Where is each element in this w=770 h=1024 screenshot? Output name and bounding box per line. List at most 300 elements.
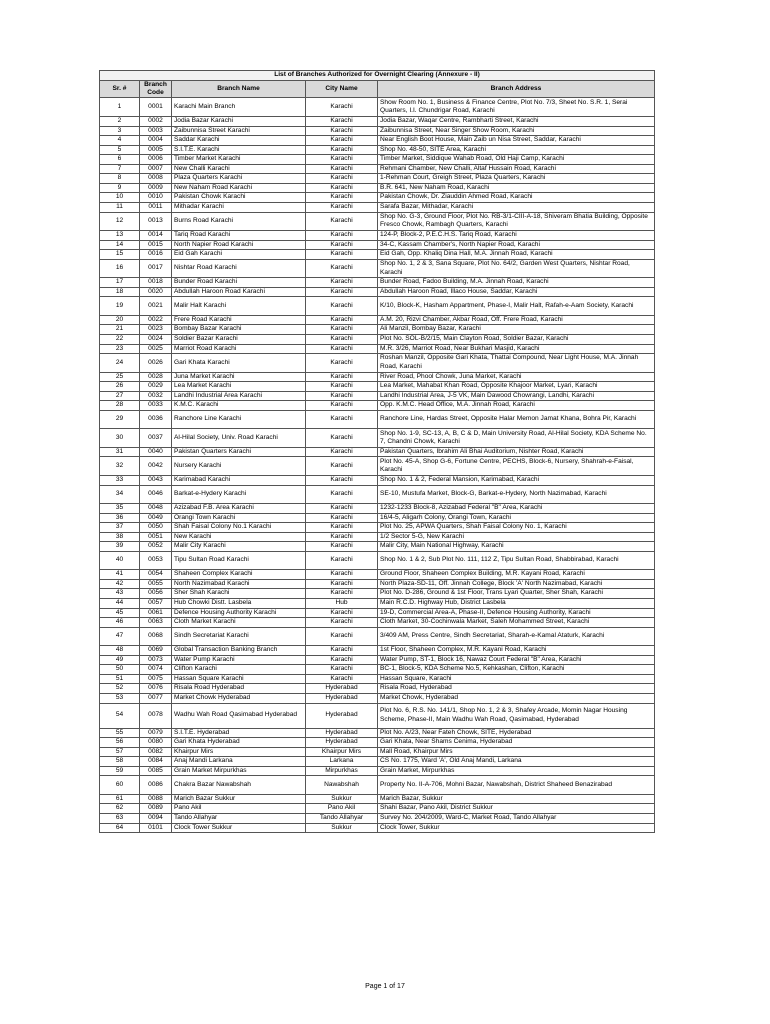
cell-branch-code: 0076	[140, 684, 172, 694]
cell-branch-name: Grain Market Mirpurkhas	[172, 766, 306, 776]
cell-sr: 43	[100, 589, 140, 599]
cell-branch-name: New Karachi	[172, 532, 306, 542]
cell-branch-name: Ranchore Line Karachi	[172, 410, 306, 429]
cell-sr: 49	[100, 655, 140, 665]
cell-branch-address: 1232-1233 Block-8, Azizabad Federal "B" Area, Karachi	[378, 504, 655, 514]
cell-branch-address: Shahi Bazar, Pano Akil, District Sukkur	[378, 804, 655, 814]
table-row	[100, 646, 655, 656]
cell-branch-name: Lea Market Karachi	[172, 382, 306, 392]
cell-sr: 55	[100, 728, 140, 738]
cell-branch-address: Risala Road, Hyderabad	[378, 684, 655, 694]
cell-branch-name: Tipu Sultan Road Karachi	[172, 551, 306, 570]
table-row	[100, 447, 655, 457]
cell-branch-address: Main R.C.D. Highway Hub, District Lasbela	[378, 599, 655, 609]
table-row	[100, 259, 655, 278]
table-row	[100, 589, 655, 599]
cell-branch-name: Marich Bazar Sukkur	[172, 794, 306, 804]
cell-branch-address: 34-C, Kassam Chamber's, North Napier Road, Karachi	[378, 240, 655, 250]
cell-city-name: Karachi	[306, 382, 378, 392]
cell-branch-name: Karimabad Karachi	[172, 475, 306, 485]
table-row	[100, 542, 655, 552]
cell-branch-address: Shop No. 1-9, SC-13, A, B, C & D, Main University Road, Al-Hilal Society, KDA Scheme No. 7, Chandni Chowk, Karachi	[378, 429, 655, 448]
cell-branch-code: 0020	[140, 287, 172, 297]
table-row	[100, 391, 655, 401]
cell-sr: 40	[100, 551, 140, 570]
table-row	[100, 599, 655, 609]
cell-city-name: Karachi	[306, 391, 378, 401]
table-row	[100, 250, 655, 260]
cell-branch-address: Mall Road, Khairpur Mirs	[378, 747, 655, 757]
table-row	[100, 382, 655, 392]
cell-city-name: Karachi	[306, 589, 378, 599]
cell-branch-name: Al-Hilal Society, Univ. Road Karachi	[172, 429, 306, 448]
cell-branch-name: Sher Shah Karachi	[172, 589, 306, 599]
cell-branch-address: Near English Boot House, Main Zaib un Nisa Street, Saddar, Karachi	[378, 136, 655, 146]
cell-branch-address: Pakistan Quarters, Ibrahim Ali Bhai Auditorium, Nishter Road, Karachi	[378, 447, 655, 457]
table-row	[100, 776, 655, 795]
cell-branch-address: 1/2 Sector 5-G, New Karachi	[378, 532, 655, 542]
cell-sr: 6	[100, 155, 140, 165]
cell-branch-name: Bombay Bazar Karachi	[172, 325, 306, 335]
table-row	[100, 504, 655, 514]
cell-branch-address: Shop No. 1, 2 & 3, Sana Square, Plot No. 64/2, Garden West Quarters, Nishtar Road, Karachi	[378, 259, 655, 278]
cell-city-name: Khairpur Mirs	[306, 747, 378, 757]
cell-sr: 20	[100, 315, 140, 325]
table-row	[100, 655, 655, 665]
cell-city-name: Karachi	[306, 551, 378, 570]
cell-branch-name: Pakistan Quarters Karachi	[172, 447, 306, 457]
cell-branch-code: 0021	[140, 297, 172, 316]
cell-branch-address: 3/409 AM, Press Centre, Sindh Secretariat, Sharah-e-Kamal Ataturk, Karachi	[378, 627, 655, 646]
cell-branch-code: 0005	[140, 145, 172, 155]
cell-branch-address: Malir City, Main National Highway, Karachi	[378, 542, 655, 552]
table-row	[100, 728, 655, 738]
cell-branch-name: Zaibunnisa Street Karachi	[172, 126, 306, 136]
branches-table	[99, 70, 655, 833]
cell-sr: 16	[100, 259, 140, 278]
cell-sr: 31	[100, 447, 140, 457]
cell-city-name: Karachi	[306, 116, 378, 126]
cell-branch-name: Saddar Karachi	[172, 136, 306, 146]
cell-sr: 9	[100, 183, 140, 193]
cell-sr: 59	[100, 766, 140, 776]
cell-branch-name: North Nazimabad Karachi	[172, 579, 306, 589]
cell-branch-address: 1-Rehman Court, Greigh Street, Plaza Quarters, Karachi	[378, 174, 655, 184]
cell-sr: 35	[100, 504, 140, 514]
table-row	[100, 608, 655, 618]
cell-branch-code: 0001	[140, 98, 172, 117]
cell-branch-code: 0023	[140, 325, 172, 335]
table-row	[100, 325, 655, 335]
cell-branch-name: Timber Market Karachi	[172, 155, 306, 165]
cell-branch-name: Tando Allahyar	[172, 814, 306, 824]
cell-branch-name: Hub Chowki Distt. Lasbela	[172, 599, 306, 609]
cell-branch-name: Burns Road Karachi	[172, 212, 306, 231]
cell-branch-name: Gari Khata Karachi	[172, 354, 306, 373]
cell-city-name: Tando Allahyar	[306, 814, 378, 824]
cell-branch-name: Mithadar Karachi	[172, 203, 306, 213]
cell-city-name: Karachi	[306, 665, 378, 675]
cell-sr: 8	[100, 174, 140, 184]
cell-sr: 46	[100, 618, 140, 628]
cell-city-name: Karachi	[306, 655, 378, 665]
table-row	[100, 344, 655, 354]
cell-branch-code: 0052	[140, 542, 172, 552]
cell-branch-address: Gari Khata, Near Shams Cenima, Hyderabad	[378, 738, 655, 748]
table-row	[100, 372, 655, 382]
table-row	[100, 618, 655, 628]
document-title: List of Branches Authorized for Overnight Clearing (Annexure - II)	[100, 71, 655, 81]
cell-branch-address: Rehmani Chamber, New Challi, Altaf Hussain Road, Karachi	[378, 164, 655, 174]
cell-branch-code: 0014	[140, 231, 172, 241]
cell-branch-code: 0089	[140, 804, 172, 814]
cell-sr: 63	[100, 814, 140, 824]
cell-branch-address: Ranchore Line, Hardas Street, Opposite Halar Memon Jamat Khana, Bohra Pir, Karachi	[378, 410, 655, 429]
cell-city-name: Sukkur	[306, 794, 378, 804]
cell-branch-code: 0094	[140, 814, 172, 824]
cell-branch-name: Karachi Main Branch	[172, 98, 306, 117]
cell-branch-address: Eid Gah, Opp. Khaliq Dina Hall, M.A. Jinnah Road, Karachi	[378, 250, 655, 260]
cell-branch-name: K.M.C. Karachi	[172, 401, 306, 411]
table-row	[100, 278, 655, 288]
cell-branch-code: 0051	[140, 532, 172, 542]
cell-branch-address: 19-D, Commercial Area-A, Phase-II, Defence Housing Authority, Karachi	[378, 608, 655, 618]
cell-sr: 30	[100, 429, 140, 448]
cell-city-name: Karachi	[306, 674, 378, 684]
cell-branch-address: B.R. 641, New Naham Road, Karachi	[378, 183, 655, 193]
cell-sr: 60	[100, 776, 140, 795]
cell-city-name: Mirpurkhas	[306, 766, 378, 776]
cell-branch-name: Clock Tower Sukkur	[172, 823, 306, 833]
cell-city-name: Karachi	[306, 475, 378, 485]
cell-branch-code: 0053	[140, 551, 172, 570]
cell-city-name: Karachi	[306, 98, 378, 117]
cell-sr: 21	[100, 325, 140, 335]
table-row	[100, 335, 655, 345]
cell-city-name: Hyderabad	[306, 738, 378, 748]
cell-branch-code: 0028	[140, 372, 172, 382]
cell-branch-address: Shop No. G-3, Ground Floor, Plot No. RB-3/1-CIII-A-18, Shiveram Bhatia Building, Opposite Fresco Chowk, Rambagh Quarters, Karachi	[378, 212, 655, 231]
cell-city-name: Karachi	[306, 457, 378, 476]
cell-branch-name: North Napier Road Karachi	[172, 240, 306, 250]
cell-branch-code: 0003	[140, 126, 172, 136]
column-header-sr: Sr. #	[100, 81, 140, 98]
cell-sr: 1	[100, 98, 140, 117]
cell-city-name: Karachi	[306, 278, 378, 288]
cell-branch-address: Pakistan Chowk, Dr. Ziauddin Ahmed Road, Karachi	[378, 193, 655, 203]
cell-branch-code: 0013	[140, 212, 172, 231]
cell-city-name: Larkana	[306, 757, 378, 767]
cell-city-name: Karachi	[306, 627, 378, 646]
table-row	[100, 174, 655, 184]
cell-branch-code: 0007	[140, 164, 172, 174]
cell-city-name: Karachi	[306, 183, 378, 193]
cell-sr: 45	[100, 608, 140, 618]
cell-city-name: Pano Akil	[306, 804, 378, 814]
cell-branch-address: Cloth Market, 30-Cochinwala Market, Saleh Mohammed Street, Karachi	[378, 618, 655, 628]
cell-city-name: Karachi	[306, 212, 378, 231]
cell-sr: 37	[100, 523, 140, 533]
cell-branch-address: Roshan Manzil, Opposite Gari Khata, Thattai Compound, Near Light House, M.A. Jinnah Road, Karachi	[378, 354, 655, 373]
cell-sr: 11	[100, 203, 140, 213]
cell-branch-code: 0026	[140, 354, 172, 373]
cell-sr: 4	[100, 136, 140, 146]
cell-sr: 52	[100, 684, 140, 694]
cell-city-name: Karachi	[306, 447, 378, 457]
cell-branch-code: 0068	[140, 627, 172, 646]
cell-branch-address: Abdullah Haroon Road, Illaco House, Saddar, Karachi	[378, 287, 655, 297]
cell-branch-address: Shop No. 1 & 2, Sub Plot No. 111, 112 Z, Tipu Sultan Road, Shabbirabad, Karachi	[378, 551, 655, 570]
cell-branch-code: 0040	[140, 447, 172, 457]
cell-sr: 7	[100, 164, 140, 174]
cell-city-name: Karachi	[306, 485, 378, 504]
cell-branch-address: Opp. K.M.C. Head Office, M.A. Jinnah Road, Karachi	[378, 401, 655, 411]
table-row	[100, 212, 655, 231]
cell-branch-name: Orangi Town Karachi	[172, 513, 306, 523]
cell-sr: 61	[100, 794, 140, 804]
cell-branch-code: 0055	[140, 579, 172, 589]
cell-branch-name: Soldier Bazar Karachi	[172, 335, 306, 345]
cell-branch-code: 0056	[140, 589, 172, 599]
cell-sr: 51	[100, 674, 140, 684]
cell-branch-address: Landhi Industrial Area, J-5 VK, Main Dawood Chowrangi, Landhi, Karachi	[378, 391, 655, 401]
cell-branch-name: Eid Gah Karachi	[172, 250, 306, 260]
cell-sr: 18	[100, 287, 140, 297]
table-row	[100, 457, 655, 476]
cell-branch-address: 124-P, Block-2, P.E.C.H.S. Tariq Road, Karachi	[378, 231, 655, 241]
cell-branch-name: Risala Road Hyderabad	[172, 684, 306, 694]
cell-branch-name: Juna Market Karachi	[172, 372, 306, 382]
cell-city-name: Karachi	[306, 532, 378, 542]
cell-branch-address: Shop No. 48-50, SITE Area, Karachi	[378, 145, 655, 155]
cell-city-name: Hyderabad	[306, 694, 378, 704]
cell-branch-code: 0036	[140, 410, 172, 429]
cell-city-name: Karachi	[306, 231, 378, 241]
cell-branch-code: 0032	[140, 391, 172, 401]
cell-branch-code: 0050	[140, 523, 172, 533]
cell-branch-name: Pano Akil	[172, 804, 306, 814]
table-row	[100, 136, 655, 146]
cell-branch-name: Gari Khata Hyderabad	[172, 738, 306, 748]
cell-branch-name: Market Chowk Hyderabad	[172, 694, 306, 704]
cell-city-name: Karachi	[306, 579, 378, 589]
column-header-branch-name: Branch Name	[172, 81, 306, 98]
table-row	[100, 401, 655, 411]
table-row	[100, 513, 655, 523]
table-row	[100, 145, 655, 155]
cell-sr: 58	[100, 757, 140, 767]
cell-branch-name: Shaheen Complex Karachi	[172, 570, 306, 580]
cell-branch-code: 0080	[140, 738, 172, 748]
table-row	[100, 155, 655, 165]
cell-branch-code: 0077	[140, 694, 172, 704]
cell-branch-code: 0069	[140, 646, 172, 656]
cell-branch-code: 0029	[140, 382, 172, 392]
cell-city-name: Karachi	[306, 344, 378, 354]
cell-branch-code: 0017	[140, 259, 172, 278]
table-row	[100, 794, 655, 804]
cell-branch-code: 0074	[140, 665, 172, 675]
cell-sr: 57	[100, 747, 140, 757]
cell-sr: 48	[100, 646, 140, 656]
cell-city-name: Hyderabad	[306, 703, 378, 728]
cell-branch-address: Plot No. 25, APWA Quarters, Shah Faisal Colony No. 1, Karachi	[378, 523, 655, 533]
cell-branch-address: Shop No. 1 & 2, Federal Mansion, Karimabad, Karachi	[378, 475, 655, 485]
cell-branch-code: 0018	[140, 278, 172, 288]
table-row	[100, 485, 655, 504]
cell-sr: 12	[100, 212, 140, 231]
cell-branch-code: 0042	[140, 457, 172, 476]
cell-branch-address: Property No. II-A-706, Mohni Bazar, Nawabshah, District Shaheed Benazirabad	[378, 776, 655, 795]
cell-branch-name: Khairpur Mirs	[172, 747, 306, 757]
table-row	[100, 804, 655, 814]
cell-sr: 38	[100, 532, 140, 542]
cell-branch-name: Landhi Industrial Area Karachi	[172, 391, 306, 401]
cell-branch-address: Zaibunnisa Street, Near Singer Show Room, Karachi	[378, 126, 655, 136]
cell-city-name: Karachi	[306, 240, 378, 250]
cell-city-name: Karachi	[306, 570, 378, 580]
cell-branch-address: CS No. 1775, Ward 'A', Old Anaj Mandi, Larkana	[378, 757, 655, 767]
cell-branch-code: 0011	[140, 203, 172, 213]
cell-branch-name: New Naham Road Karachi	[172, 183, 306, 193]
cell-branch-name: Barkat-e-Hydery Karachi	[172, 485, 306, 504]
cell-branch-name: Clifton Karachi	[172, 665, 306, 675]
cell-city-name: Karachi	[306, 429, 378, 448]
cell-city-name: Karachi	[306, 174, 378, 184]
cell-city-name: Hyderabad	[306, 728, 378, 738]
table-row	[100, 315, 655, 325]
cell-sr: 50	[100, 665, 140, 675]
table-row	[100, 823, 655, 833]
cell-sr: 13	[100, 231, 140, 241]
cell-branch-name: Anaj Mandi Larkana	[172, 757, 306, 767]
cell-branch-code: 0025	[140, 344, 172, 354]
cell-sr: 26	[100, 382, 140, 392]
cell-city-name: Sukkur	[306, 823, 378, 833]
cell-branch-code: 0022	[140, 315, 172, 325]
cell-sr: 36	[100, 513, 140, 523]
cell-branch-code: 0043	[140, 475, 172, 485]
cell-branch-address: Jodia Bazar, Waqar Centre, Rambharti Street, Karachi	[378, 116, 655, 126]
cell-sr: 53	[100, 694, 140, 704]
table-row	[100, 665, 655, 675]
cell-branch-address: Grain Market, Mirpurkhas	[378, 766, 655, 776]
cell-branch-name: Wadhu Wah Road Qasimabad Hyderabad	[172, 703, 306, 728]
table-row	[100, 287, 655, 297]
column-header-branch-address: Branch Address	[378, 81, 655, 98]
cell-branch-name: Defence Housing Authority Karachi	[172, 608, 306, 618]
table-row	[100, 116, 655, 126]
cell-sr: 24	[100, 354, 140, 373]
cell-branch-code: 0015	[140, 240, 172, 250]
cell-branch-code: 0049	[140, 513, 172, 523]
table-row	[100, 410, 655, 429]
cell-branch-address: K/10, Block-K, Hasham Appartment, Phase-I, Malir Halt, Rafah-e-Aam Society, Karachi	[378, 297, 655, 316]
cell-branch-address: Plot No. A/23, Near Fateh Chowk, SITE, Hyderabad	[378, 728, 655, 738]
cell-branch-code: 0046	[140, 485, 172, 504]
cell-city-name: Karachi	[306, 608, 378, 618]
cell-sr: 5	[100, 145, 140, 155]
cell-branch-code: 0082	[140, 747, 172, 757]
cell-sr: 32	[100, 457, 140, 476]
cell-branch-name: Shah Faisal Colony No.1 Karachi	[172, 523, 306, 533]
cell-branch-name: New Challi Karachi	[172, 164, 306, 174]
cell-branch-code: 0037	[140, 429, 172, 448]
cell-sr: 62	[100, 804, 140, 814]
table-row	[100, 703, 655, 728]
cell-branch-address: A.M. 20, Rizvi Chamber, Akbar Road, Off. Frere Road, Karachi	[378, 315, 655, 325]
cell-branch-code: 0016	[140, 250, 172, 260]
cell-branch-address: Plot No. D-286, Ground & 1st Floor, Trans Lyari Quarter, Sher Shah, Karachi	[378, 589, 655, 599]
cell-sr: 28	[100, 401, 140, 411]
table-row	[100, 240, 655, 250]
cell-branch-address: 1st Floor, Shaheen Complex, M.R. Kayani Road, Karachi	[378, 646, 655, 656]
cell-branch-name: Azizabad F.B. Area Karachi	[172, 504, 306, 514]
cell-city-name: Karachi	[306, 155, 378, 165]
cell-city-name: Karachi	[306, 504, 378, 514]
table-row	[100, 164, 655, 174]
cell-branch-code: 0002	[140, 116, 172, 126]
cell-branch-name: Tariq Road Karachi	[172, 231, 306, 241]
table-row	[100, 98, 655, 117]
table-row	[100, 532, 655, 542]
table-row	[100, 297, 655, 316]
cell-city-name: Karachi	[306, 335, 378, 345]
cell-sr: 2	[100, 116, 140, 126]
table-row	[100, 757, 655, 767]
table-row	[100, 684, 655, 694]
cell-sr: 22	[100, 335, 140, 345]
cell-sr: 33	[100, 475, 140, 485]
cell-branch-address: M.R. 3/26, Marriot Road, Near Bukhari Masjid, Karachi	[378, 344, 655, 354]
cell-city-name: Karachi	[306, 542, 378, 552]
cell-branch-name: Malir Halt Karachi	[172, 297, 306, 316]
table-row	[100, 126, 655, 136]
cell-branch-name: Cloth Market Karachi	[172, 618, 306, 628]
cell-city-name: Karachi	[306, 401, 378, 411]
column-header-city-name: City Name	[306, 81, 378, 98]
cell-city-name: Karachi	[306, 203, 378, 213]
cell-branch-code: 0086	[140, 776, 172, 795]
cell-branch-address: North Plaza-SD-11, Off. Jinnah College, Block 'A' North Nazimabad, Karachi	[378, 579, 655, 589]
cell-branch-name: Jodia Bazar Karachi	[172, 116, 306, 126]
cell-branch-code: 0024	[140, 335, 172, 345]
cell-sr: 29	[100, 410, 140, 429]
page-number: Page 1 of 17	[365, 983, 405, 990]
cell-city-name: Karachi	[306, 136, 378, 146]
cell-branch-name: Malir City Karachi	[172, 542, 306, 552]
table-row	[100, 523, 655, 533]
table-row	[100, 354, 655, 373]
cell-sr: 14	[100, 240, 140, 250]
cell-branch-name: S.I.T.E. Hyderabad	[172, 728, 306, 738]
cell-branch-address: Ground Floor, Shaheen Complex Building, M.R. Kayani Road, Karachi	[378, 570, 655, 580]
cell-sr: 34	[100, 485, 140, 504]
cell-sr: 41	[100, 570, 140, 580]
table-row	[100, 747, 655, 757]
cell-branch-address: Marich Bazar, Sukkur	[378, 794, 655, 804]
table-row	[100, 766, 655, 776]
cell-branch-code: 0073	[140, 655, 172, 665]
cell-branch-address: Lea Market, Mahabat Khan Road, Opposite Khajoor Market, Lyari, Karachi	[378, 382, 655, 392]
cell-branch-name: Chakra Bazar Nawabshah	[172, 776, 306, 795]
cell-city-name: Karachi	[306, 513, 378, 523]
cell-city-name: Karachi	[306, 145, 378, 155]
table-row	[100, 579, 655, 589]
cell-sr: 23	[100, 344, 140, 354]
cell-branch-address: Plot No. 45-A, Shop G-6, Fortune Centre, PECHS, Block-6, Nursery, Shahrah-e-Faisal, Karachi	[378, 457, 655, 476]
cell-city-name: Karachi	[306, 523, 378, 533]
